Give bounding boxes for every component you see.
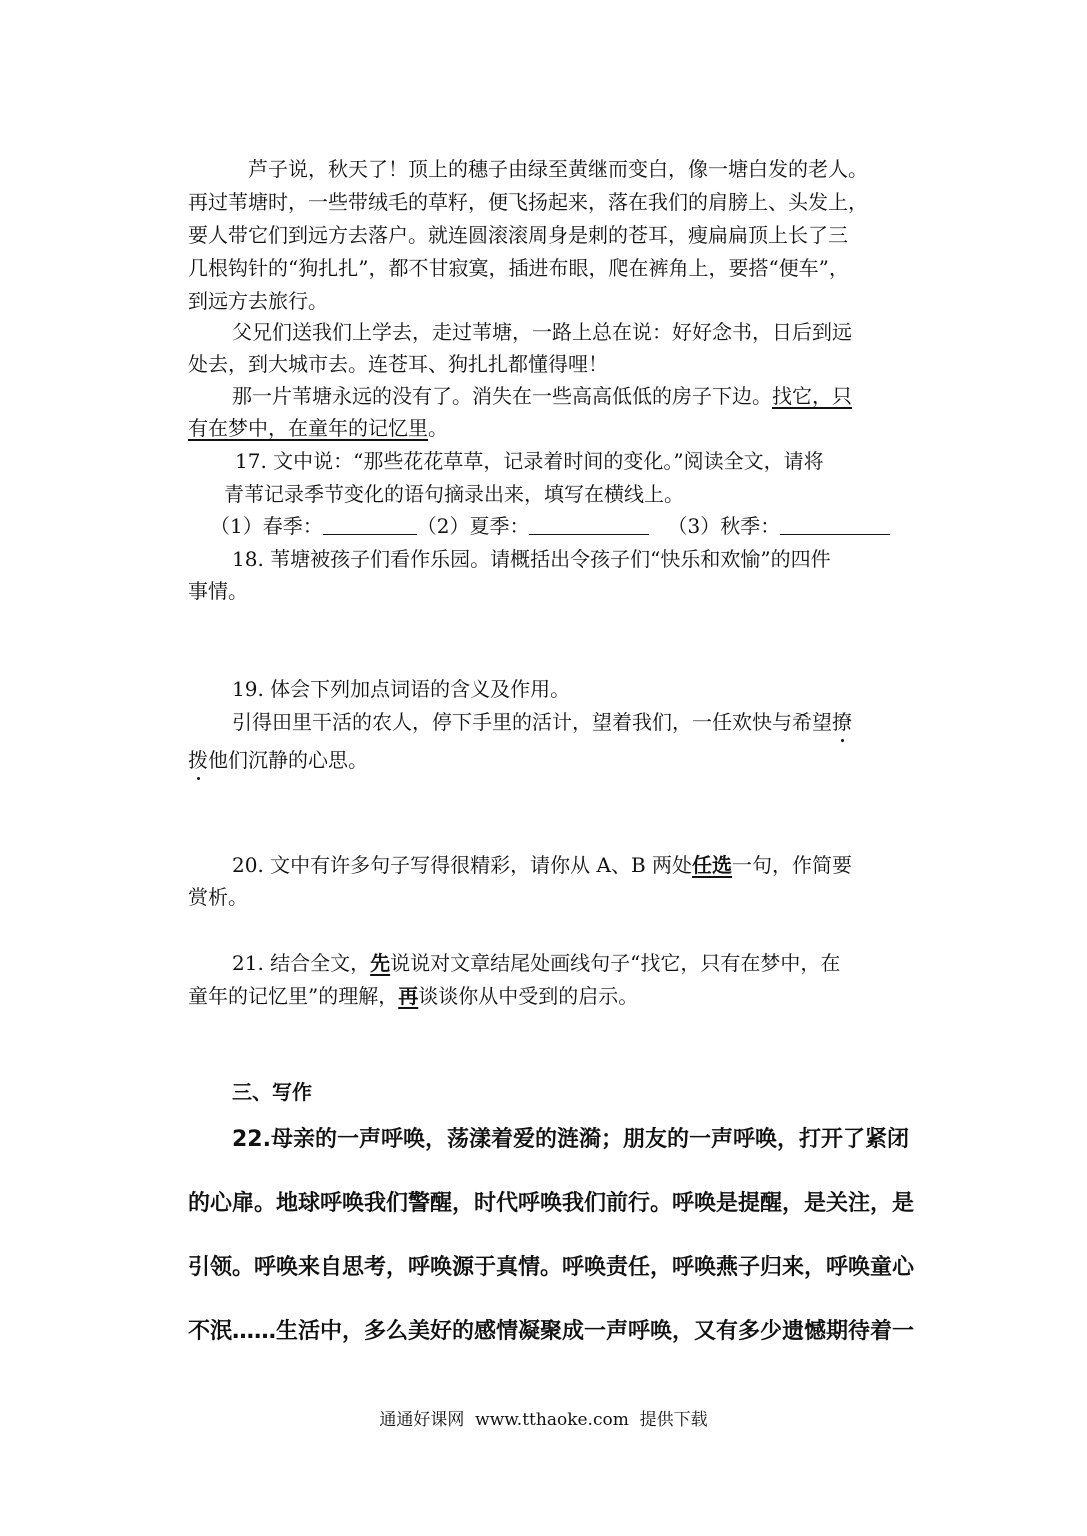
passage-p3-end: 。 xyxy=(428,416,448,440)
passage-p1-line3: 要人带它们到远方去落户。就连圆滚滚周身是刺的苍耳，瘦扁扁顶上长了三 xyxy=(188,223,848,247)
question-18-line2: 事情。 xyxy=(188,579,248,603)
question-20-line2: 赏析。 xyxy=(188,885,248,909)
passage-p3-text: 那一片苇塘永远的没有了。消失在一些高高低低的房子下边。 xyxy=(232,384,772,408)
question-21-line2 xyxy=(188,982,638,1010)
question-21-text-a: 21. 结合全文， xyxy=(232,951,371,975)
question-21-text-c: 童年的记忆里”的理解， xyxy=(188,984,399,1008)
passage-p2-line1: 父兄们送我们上学去，走过苇塘，一路上总在说：好好念书，日后到远 xyxy=(232,320,852,344)
question-20-text-b: 一句，作简要 xyxy=(732,853,853,877)
dotted-word-char1: 撩 xyxy=(832,710,852,734)
question-18-line1: 18. 苇塘被孩子们看作乐园。请概括出令孩子们“快乐和欢愉”的四件 xyxy=(232,547,831,571)
spring-answer-blank[interactable] xyxy=(323,514,417,535)
underlined-sentence-part1: 找它，只 xyxy=(772,384,852,408)
autumn-answer-blank[interactable] xyxy=(780,514,890,535)
passage-p2-line2: 处去，到大城市去。连苍耳、狗扎扎都懂得哩！ xyxy=(188,352,608,376)
writing-heading: 三、写作 xyxy=(232,1080,312,1104)
question-21-emphasis-first: 先 xyxy=(370,951,391,975)
question-17-line2: 青苇记录季节变化的语句摘录出来，填写在横线上。 xyxy=(224,482,684,506)
question-19-line2 xyxy=(232,708,852,736)
question-21-line1 xyxy=(232,949,840,977)
underlined-sentence-part2: 有在梦中，在童年的记忆里 xyxy=(188,416,428,440)
passage-p1-line2: 再过苇塘时，一些带绒毛的草籽，便飞扬起来，落在我们的肩膀上、头发上， xyxy=(188,190,868,214)
question-19-sentence-end: 他们沉静的心思。 xyxy=(208,748,368,772)
question-17-blanks xyxy=(210,512,890,540)
question-20-line1 xyxy=(232,851,852,879)
question-19-sentence: 引得田里干活的农人，停下手里的活计，望着我们，一任欢快与希望 xyxy=(232,710,832,734)
passage-p1-line5: 到远方去旅行。 xyxy=(188,289,328,313)
autumn-label: （3）秋季： xyxy=(667,514,781,538)
summer-label: （2）夏季： xyxy=(416,514,530,538)
essay-prompt-line4: 不泯……生活中，多么美好的感情凝聚成一声呼唤，又有多少遗憾期待着一 xyxy=(188,1319,915,1344)
question-20-emphasis: 任选 xyxy=(692,853,733,877)
essay-prompt-line1: 22.母亲的一声呼唤，荡漾着爱的涟漪；朋友的一声呼唤，打开了紧闭 xyxy=(232,1127,909,1152)
passage-p1-line4: 几根钩针的“狗扎扎”，都不甘寂寞，插进布眼，爬在裤角上，要搭“便车”， xyxy=(188,256,849,280)
question-21-emphasis-then: 再 xyxy=(398,984,419,1008)
question-20-text-a: 20. 文中有许多句子写得很精彩，请你从 A、B 两处 xyxy=(232,853,693,877)
question-17-line1: 17. 文中说：“那些花花草草，记录着时间的变化。”阅读全文，请将 xyxy=(235,449,824,473)
passage-p1-line1: 芦子说，秋天了！顶上的穗子由绿至黄继而变白，像一塘白发的老人。 xyxy=(248,157,868,181)
dotted-word-char2: 拨 xyxy=(188,748,208,772)
question-21-text-d: 谈谈你从中受到的启示。 xyxy=(418,984,639,1008)
question-21-text-b: 说说对文章结尾处画线句子“找它，只有在梦中，在 xyxy=(390,951,841,975)
question-19-line1: 19. 体会下列加点词语的含义及作用。 xyxy=(232,677,571,701)
summer-answer-blank[interactable] xyxy=(529,514,649,535)
passage-p3-line1 xyxy=(232,382,852,410)
essay-prompt-line3: 引领。呼唤来自思考，呼唤源于真情。呼唤责任，呼唤燕子归来，呼唤童心 xyxy=(188,1255,915,1280)
page-footer: 通通好课网 www.tthaoke.com 提供下载 xyxy=(379,1410,708,1430)
question-19-line3 xyxy=(188,746,368,774)
spring-label: （1）春季： xyxy=(210,514,323,538)
passage-p3-line2 xyxy=(188,414,448,442)
essay-prompt-line2: 的心扉。地球呼唤我们警醒，时代呼唤我们前行。呼唤是提醒，是关注，是 xyxy=(188,1191,915,1216)
